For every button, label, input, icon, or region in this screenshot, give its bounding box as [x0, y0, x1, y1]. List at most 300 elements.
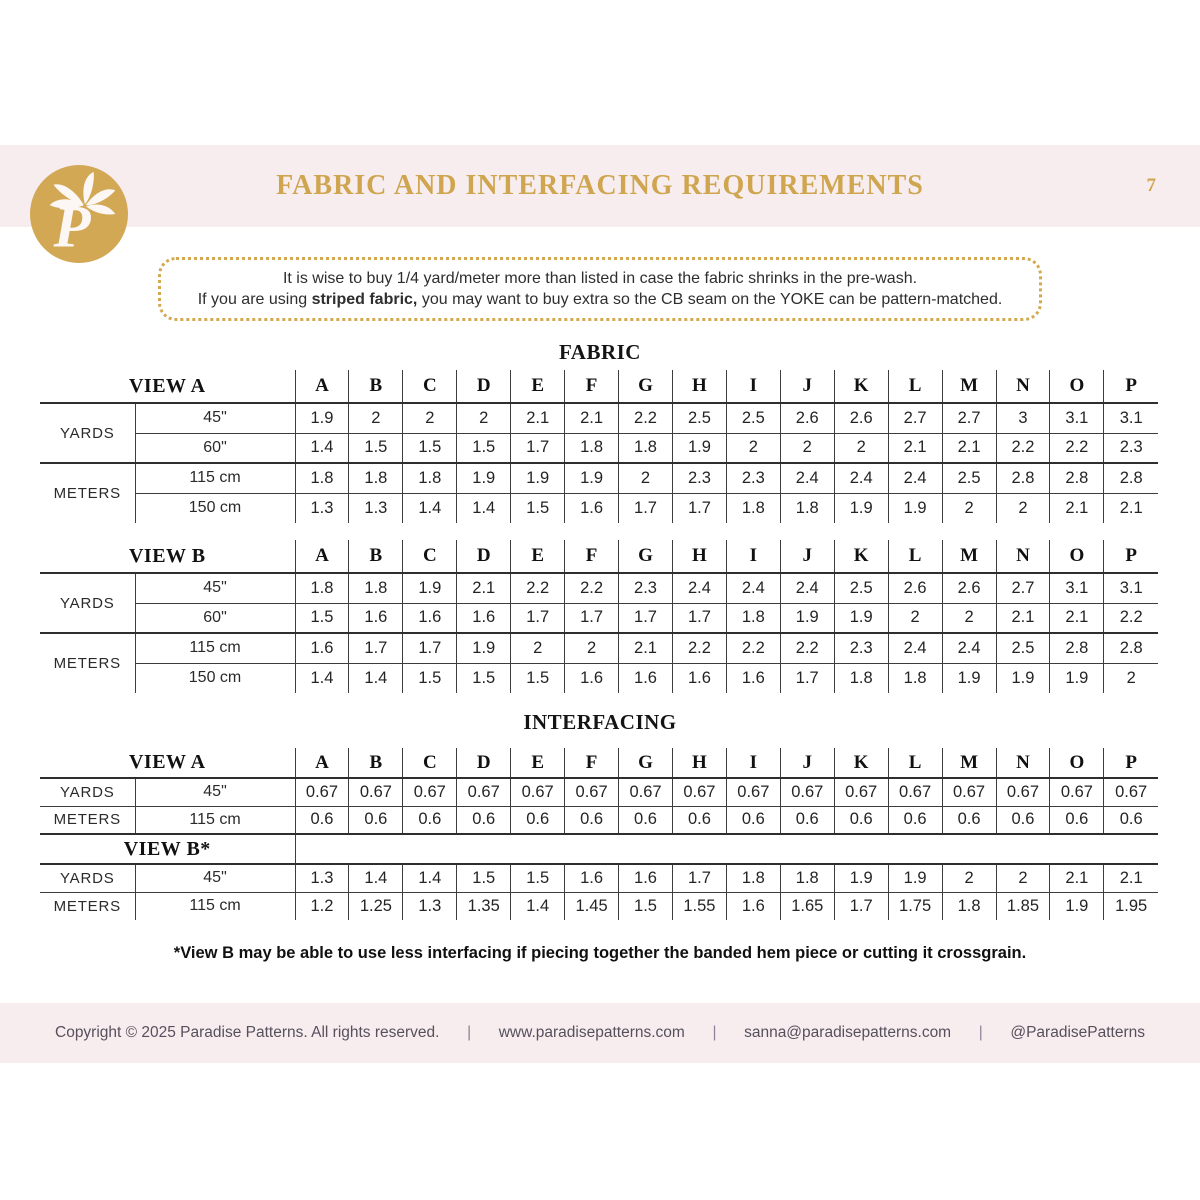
requirement-value: 1.8: [780, 493, 834, 523]
fabric-width-label: 115 cm: [135, 806, 295, 834]
requirement-value: 2.1: [457, 573, 511, 603]
view-label: VIEW B: [40, 540, 295, 573]
size-column-header: F: [565, 540, 619, 573]
requirement-value: 1.9: [780, 603, 834, 633]
requirement-value: 1.5: [619, 892, 673, 920]
view-label: VIEW A: [40, 748, 295, 778]
size-column-header: L: [888, 540, 942, 573]
requirement-value: 1.9: [888, 864, 942, 892]
view-label: VIEW B*: [40, 834, 295, 864]
requirement-value: 2.4: [942, 633, 996, 663]
requirement-value: 1.7: [565, 603, 619, 633]
requirement-value: 1.4: [295, 433, 349, 463]
fabric-width-label: 60": [135, 603, 295, 633]
fabric-width-label: 45": [135, 403, 295, 433]
requirement-value: 1.65: [780, 892, 834, 920]
page-number: 7: [1146, 175, 1156, 196]
requirement-value: 2: [565, 633, 619, 663]
requirement-value: 1.5: [403, 663, 457, 693]
requirement-value: 2.5: [726, 403, 780, 433]
size-column-header: N: [996, 370, 1050, 403]
requirement-value: 0.67: [619, 778, 673, 806]
requirement-value: 1.3: [295, 493, 349, 523]
requirement-value: 1.5: [511, 864, 565, 892]
requirement-value: 1.7: [403, 633, 457, 663]
table-row: [40, 573, 1158, 603]
note-line-2-prefix: If you are using: [197, 291, 312, 308]
size-column-header: B: [349, 370, 403, 403]
fabric-width-label: 150 cm: [135, 493, 295, 523]
requirement-value: 0.67: [403, 778, 457, 806]
note-line-1: It is wise to buy 1/4 yard/meter more than listed in case the fabric shrinks in the pre-wash.: [282, 270, 918, 287]
requirement-value: 1.6: [403, 603, 457, 633]
requirement-value: 1.45: [565, 892, 619, 920]
row-group-label: YARDS: [40, 864, 135, 892]
view-label: VIEW A: [40, 370, 295, 403]
requirement-value: 1.4: [511, 892, 565, 920]
row-group-label: METERS: [40, 633, 135, 693]
requirement-value: 0.6: [457, 806, 511, 834]
page-header-bar: [0, 145, 1200, 227]
requirement-value: 0.6: [619, 806, 673, 834]
fabric-section-heading: FABRIC: [559, 340, 641, 364]
requirement-value: 2: [511, 633, 565, 663]
requirement-value: 1.8: [619, 433, 673, 463]
table-row: [40, 403, 1158, 433]
fabric-note-box: [158, 257, 1042, 321]
requirement-value: 2.7: [942, 403, 996, 433]
requirement-value: 2.6: [780, 403, 834, 433]
fabric-table-view-a: [40, 370, 1158, 523]
size-column-header: O: [1050, 748, 1104, 778]
requirement-value: 0.67: [726, 778, 780, 806]
requirement-value: 2.8: [1104, 463, 1158, 493]
requirement-value: 2.3: [672, 463, 726, 493]
requirement-value: 1.9: [672, 433, 726, 463]
size-column-header: D: [457, 370, 511, 403]
fabric-width-label: 115 cm: [135, 892, 295, 920]
requirement-value: 1.35: [457, 892, 511, 920]
requirement-value: 0.6: [403, 806, 457, 834]
requirement-value: 2: [888, 603, 942, 633]
size-column-header: O: [1050, 370, 1104, 403]
requirement-value: 2.4: [888, 463, 942, 493]
size-column-header: A: [295, 370, 349, 403]
requirement-value: 1.7: [834, 892, 888, 920]
requirement-value: 2.2: [619, 403, 673, 433]
footer-email: sanna@paradisepatterns.com: [744, 1024, 952, 1041]
fabric-width-label: 60": [135, 433, 295, 463]
palm-tree-icon: [30, 165, 128, 263]
requirement-value: 3.1: [1104, 403, 1158, 433]
requirement-value: 1.9: [511, 463, 565, 493]
requirement-value: 1.5: [349, 433, 403, 463]
fabric-width-label: 45": [135, 864, 295, 892]
requirement-value: 0.6: [726, 806, 780, 834]
size-column-header: M: [942, 540, 996, 573]
note-line-2-suffix: you may want to buy extra so the CB seam on the YOKE can be pattern-matched.: [417, 291, 1003, 308]
size-column-header: E: [511, 540, 565, 573]
table-row: [40, 663, 1158, 693]
requirement-value: 3: [996, 403, 1050, 433]
size-column-header: K: [834, 748, 888, 778]
requirement-value: 1.5: [457, 433, 511, 463]
requirement-value: 1.8: [888, 663, 942, 693]
note-line-2-bold: striped fabric,: [311, 291, 418, 308]
size-column-header: B: [349, 540, 403, 573]
table-row: [40, 493, 1158, 523]
requirement-value: 2.2: [1050, 433, 1104, 463]
interfacing-table: [40, 748, 1158, 920]
size-column-header: I: [726, 370, 780, 403]
page-title: FABRIC AND INTERFACING REQUIREMENTS: [276, 170, 924, 201]
requirement-value: 2.4: [834, 463, 888, 493]
requirement-value: 2.6: [834, 403, 888, 433]
requirement-value: 1.7: [619, 603, 673, 633]
size-column-header: H: [672, 748, 726, 778]
table-row: [40, 806, 1158, 834]
requirement-value: 2: [403, 403, 457, 433]
size-column-header: F: [565, 748, 619, 778]
requirement-value: 1.5: [457, 864, 511, 892]
requirement-value: 1.7: [619, 493, 673, 523]
requirement-value: 3.1: [1104, 573, 1158, 603]
table-header-row: [40, 370, 1158, 403]
requirement-value: 2.2: [780, 633, 834, 663]
size-column-header: G: [619, 540, 673, 573]
size-column-header: L: [888, 748, 942, 778]
requirement-value: 1.6: [349, 603, 403, 633]
requirement-value: 0.6: [1104, 806, 1158, 834]
footer-separator: |: [712, 1024, 717, 1041]
requirement-value: 1.2: [295, 892, 349, 920]
requirement-value: 2: [996, 493, 1050, 523]
requirement-value: 2.5: [942, 463, 996, 493]
requirement-value: 1.7: [349, 633, 403, 663]
requirement-value: 1.8: [726, 864, 780, 892]
size-column-header: B: [349, 748, 403, 778]
size-column-header: P: [1104, 540, 1158, 573]
requirement-value: 0.6: [565, 806, 619, 834]
size-column-header: J: [780, 370, 834, 403]
requirement-value: 1.95: [1104, 892, 1158, 920]
requirement-value: 1.4: [403, 493, 457, 523]
requirement-value: 2.2: [996, 433, 1050, 463]
requirement-value: 1.9: [942, 663, 996, 693]
requirement-value: 2.4: [780, 573, 834, 603]
table-header-row: [40, 540, 1158, 573]
footer-social: @ParadisePatterns: [1010, 1024, 1145, 1041]
requirement-value: 2.1: [1104, 864, 1158, 892]
requirement-value: 2.6: [888, 573, 942, 603]
row-group-label: METERS: [40, 806, 135, 834]
requirement-value: 1.9: [295, 403, 349, 433]
size-column-header: H: [672, 540, 726, 573]
requirement-value: 1.4: [457, 493, 511, 523]
requirement-value: 2.8: [1050, 633, 1104, 663]
requirement-value: 1.5: [511, 493, 565, 523]
table-row: [40, 633, 1158, 663]
requirement-value: 2.8: [1050, 463, 1104, 493]
requirement-value: 1.6: [726, 663, 780, 693]
requirement-value: 1.4: [349, 864, 403, 892]
paradise-patterns-logo: [30, 165, 128, 263]
requirement-value: 1.8: [726, 493, 780, 523]
requirement-value: 1.8: [834, 663, 888, 693]
requirement-value: 1.55: [672, 892, 726, 920]
size-column-header: G: [619, 748, 673, 778]
fabric-width-label: 150 cm: [135, 663, 295, 693]
row-group-label: METERS: [40, 892, 135, 920]
requirement-value: 2: [996, 864, 1050, 892]
requirement-value: 1.8: [726, 603, 780, 633]
requirement-value: 2.4: [672, 573, 726, 603]
fabric-width-label: 45": [135, 573, 295, 603]
requirement-value: 1.3: [403, 892, 457, 920]
size-column-header: D: [457, 540, 511, 573]
requirement-value: 0.67: [295, 778, 349, 806]
size-column-header: E: [511, 748, 565, 778]
requirement-value: 0.67: [780, 778, 834, 806]
requirement-value: 2.8: [996, 463, 1050, 493]
size-column-header: C: [403, 370, 457, 403]
requirement-value: 2.4: [726, 573, 780, 603]
requirement-value: 1.7: [672, 864, 726, 892]
size-column-header: C: [403, 540, 457, 573]
requirement-value: 2: [457, 403, 511, 433]
requirement-value: 2.5: [996, 633, 1050, 663]
size-column-header: P: [1104, 748, 1158, 778]
requirement-value: 2.4: [888, 633, 942, 663]
size-column-header: M: [942, 748, 996, 778]
requirement-value: 2.7: [996, 573, 1050, 603]
table-row: [40, 892, 1158, 920]
requirement-value: 0.67: [996, 778, 1050, 806]
size-column-header: I: [726, 540, 780, 573]
requirement-value: 2: [942, 864, 996, 892]
table-header-row: [40, 748, 1158, 778]
requirement-value: 0.6: [295, 806, 349, 834]
requirement-value: 0.6: [888, 806, 942, 834]
interfacing-section-heading: INTERFACING: [523, 710, 677, 734]
requirement-value: 1.9: [888, 493, 942, 523]
requirement-value: 0.67: [672, 778, 726, 806]
empty-header-cell: [295, 834, 1158, 864]
table-row: [40, 864, 1158, 892]
requirement-value: 1.9: [565, 463, 619, 493]
requirement-value: 2.3: [726, 463, 780, 493]
row-group-label: YARDS: [59, 424, 115, 442]
requirement-value: 2.7: [888, 403, 942, 433]
requirement-value: 0.6: [780, 806, 834, 834]
requirement-value: 1.9: [834, 493, 888, 523]
requirement-value: 2.1: [565, 403, 619, 433]
requirement-value: 1.6: [619, 663, 673, 693]
requirement-value: 1.85: [996, 892, 1050, 920]
requirement-value: 1.6: [565, 663, 619, 693]
size-column-header: L: [888, 370, 942, 403]
requirement-value: 2.1: [619, 633, 673, 663]
requirement-value: 0.67: [511, 778, 565, 806]
requirement-value: 1.6: [295, 633, 349, 663]
requirement-value: 1.3: [349, 493, 403, 523]
requirement-value: 1.3: [295, 864, 349, 892]
table-row: [40, 433, 1158, 463]
requirement-value: 0.67: [888, 778, 942, 806]
fabric-width-label: 115 cm: [135, 463, 295, 493]
requirement-value: 1.25: [349, 892, 403, 920]
requirement-value: 2: [726, 433, 780, 463]
requirement-value: 1.8: [780, 864, 834, 892]
requirement-value: 2.2: [511, 573, 565, 603]
size-column-header: F: [565, 370, 619, 403]
requirement-value: 1.6: [619, 864, 673, 892]
requirement-value: 1.9: [996, 663, 1050, 693]
requirement-value: 1.9: [403, 573, 457, 603]
page-footer: [0, 1003, 1200, 1063]
requirement-value: 1.8: [295, 573, 349, 603]
requirement-value: 2: [834, 433, 888, 463]
row-group-label: YARDS: [40, 778, 135, 806]
size-column-header: G: [619, 370, 673, 403]
requirement-value: 2.6: [942, 573, 996, 603]
requirement-value: 1.8: [565, 433, 619, 463]
requirement-value: 1.4: [295, 663, 349, 693]
note-line-2: [198, 289, 1003, 310]
requirement-value: 2: [780, 433, 834, 463]
footer-separator: |: [978, 1024, 983, 1041]
table-row: [40, 463, 1158, 493]
size-column-header: D: [457, 748, 511, 778]
view-b-footnote: *View B may be able to use less interfacing if piecing together the banded hem piece or cutting it crossgrain.: [173, 944, 1027, 962]
size-column-header: E: [511, 370, 565, 403]
requirement-value: 0.6: [672, 806, 726, 834]
size-column-header: N: [996, 748, 1050, 778]
requirement-value: 2.2: [726, 633, 780, 663]
requirement-value: 2: [619, 463, 673, 493]
requirement-value: 1.9: [1050, 892, 1104, 920]
requirement-value: 2.8: [1104, 633, 1158, 663]
requirement-value: 1.8: [349, 463, 403, 493]
size-column-header: A: [295, 540, 349, 573]
fabric-table-view-b: [40, 540, 1158, 693]
requirement-value: 2: [349, 403, 403, 433]
size-column-header: N: [996, 540, 1050, 573]
requirement-value: 2: [942, 603, 996, 633]
table-row: [40, 603, 1158, 633]
size-column-header: I: [726, 748, 780, 778]
footer-copyright: Copyright © 2025 Paradise Patterns. All rights reserved.: [55, 1024, 440, 1041]
requirement-value: 0.67: [349, 778, 403, 806]
size-column-header: M: [942, 370, 996, 403]
requirement-value: 1.5: [511, 663, 565, 693]
requirement-value: 1.7: [511, 433, 565, 463]
requirement-value: 0.6: [349, 806, 403, 834]
requirement-value: 2.5: [834, 573, 888, 603]
requirement-value: 2.5: [672, 403, 726, 433]
requirement-value: 0.67: [834, 778, 888, 806]
size-column-header: J: [780, 748, 834, 778]
requirement-value: 2.1: [511, 403, 565, 433]
table-row: [40, 778, 1158, 806]
requirement-value: 3.1: [1050, 403, 1104, 433]
requirement-value: 1.8: [942, 892, 996, 920]
row-group-label: METERS: [40, 463, 135, 523]
requirement-value: 1.7: [672, 493, 726, 523]
requirement-value: 1.9: [457, 463, 511, 493]
requirement-value: 1.7: [780, 663, 834, 693]
requirement-value: 2.1: [1050, 493, 1104, 523]
requirement-value: 1.9: [834, 864, 888, 892]
requirement-value: 1.7: [672, 603, 726, 633]
size-column-header: J: [780, 540, 834, 573]
fabric-width-label: 45": [135, 778, 295, 806]
requirement-value: 1.9: [1050, 663, 1104, 693]
requirement-value: 2.1: [996, 603, 1050, 633]
requirement-value: 1.75: [888, 892, 942, 920]
requirement-value: 0.6: [834, 806, 888, 834]
requirement-value: 2.3: [834, 633, 888, 663]
requirement-value: 0.6: [511, 806, 565, 834]
fabric-width-label: 115 cm: [135, 633, 295, 663]
requirement-value: 0.67: [457, 778, 511, 806]
requirement-value: 1.6: [672, 663, 726, 693]
requirement-value: 1.9: [834, 603, 888, 633]
requirement-value: 1.8: [403, 463, 457, 493]
requirement-value: 2.1: [888, 433, 942, 463]
requirement-value: 2: [1104, 663, 1158, 693]
footer-website: www.paradisepatterns.com: [498, 1024, 685, 1041]
requirement-value: 2.2: [672, 633, 726, 663]
size-column-header: H: [672, 370, 726, 403]
requirement-value: 2.1: [1050, 864, 1104, 892]
requirement-value: 1.8: [295, 463, 349, 493]
size-column-header: O: [1050, 540, 1104, 573]
requirement-value: 1.6: [457, 603, 511, 633]
requirement-value: 1.5: [403, 433, 457, 463]
requirement-value: 0.67: [942, 778, 996, 806]
requirement-value: 0.6: [996, 806, 1050, 834]
requirement-value: 2.2: [1104, 603, 1158, 633]
requirement-value: 2.4: [780, 463, 834, 493]
requirement-value: 1.4: [403, 864, 457, 892]
requirement-value: 2.2: [565, 573, 619, 603]
size-column-header: K: [834, 540, 888, 573]
requirement-value: 2.1: [1104, 493, 1158, 523]
requirement-value: 3.1: [1050, 573, 1104, 603]
requirement-value: 1.9: [457, 633, 511, 663]
size-column-header: C: [403, 748, 457, 778]
size-column-header: K: [834, 370, 888, 403]
requirement-value: 1.7: [511, 603, 565, 633]
size-column-header: P: [1104, 370, 1158, 403]
requirement-value: 0.6: [1050, 806, 1104, 834]
requirement-value: 2.1: [1050, 603, 1104, 633]
requirement-value: 0.67: [1050, 778, 1104, 806]
requirement-value: 1.5: [457, 663, 511, 693]
requirement-value: 2: [942, 493, 996, 523]
size-column-header: A: [295, 748, 349, 778]
requirement-value: 0.67: [1104, 778, 1158, 806]
requirement-value: 2.3: [619, 573, 673, 603]
requirement-value: 0.6: [942, 806, 996, 834]
requirement-value: 2.1: [942, 433, 996, 463]
requirement-value: 1.6: [726, 892, 780, 920]
row-group-label: YARDS: [59, 594, 115, 612]
svg-text:P: P: [53, 193, 91, 261]
requirement-value: 1.8: [349, 573, 403, 603]
requirement-value: 2.3: [1104, 433, 1158, 463]
